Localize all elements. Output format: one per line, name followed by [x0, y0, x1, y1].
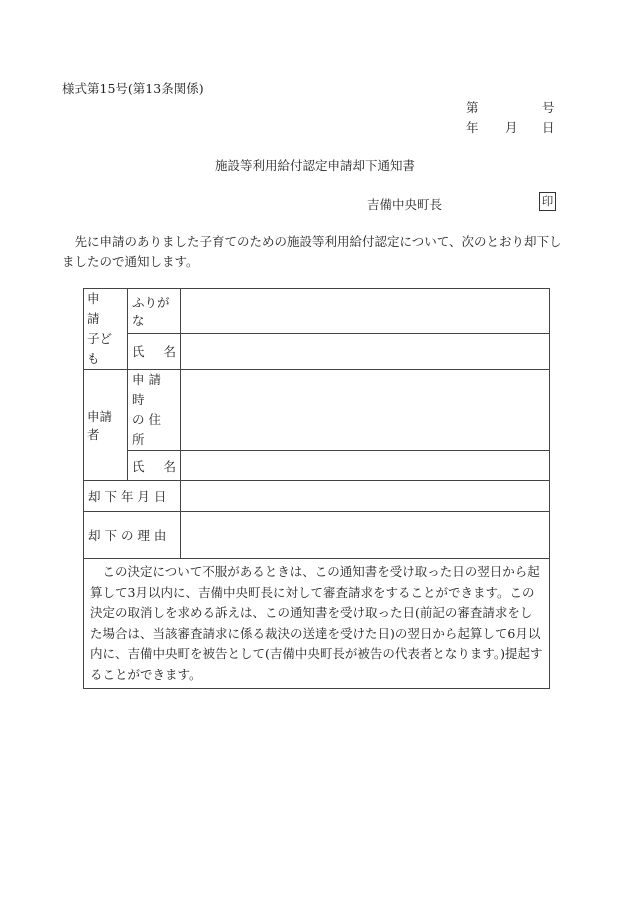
appeal-notice: この決定について不服があるときは、この通知書を受け取った日の翌日から起算して3月以内に、吉備中央町長に対して審査請求をすることができます。この決定の取消しを求める訴えは、この通知書を受け取った日(前記の審査請求をした場合は、当該審査請求に係る裁決の送達を受けた日)の翌日から起算して6月以内に、吉備中央町を被告として(吉備中央町長が被告の代表者となります。)提起することができます。 — [84, 559, 550, 689]
name-label-first: 氏 — [132, 458, 145, 474]
applicant-group-label: 申請者 — [84, 370, 128, 481]
doc-number-prefix: 第 — [466, 100, 479, 115]
rejection-date-label: 却 下 年 月 日 — [84, 481, 181, 512]
address-label-line1: 申 請 時 — [132, 372, 161, 407]
table-row — [84, 289, 550, 334]
name-label-first: 氏 — [132, 344, 145, 360]
date-year: 年 — [466, 120, 479, 135]
table-row — [84, 559, 550, 689]
intro-paragraph: 先に申請のありました子育てのための施設等利用給付認定について、次のとおり却下しましたので通知します。 — [62, 234, 562, 269]
applicant-address-field[interactable] — [181, 370, 550, 451]
name-label-last: 名 — [163, 458, 176, 474]
applicant-name-field[interactable] — [181, 451, 550, 481]
child-group-label-line1: 申 請 — [87, 291, 113, 326]
rejection-reason-field[interactable] — [181, 512, 550, 559]
rejection-reason-label: 却 下 の 理 由 — [84, 512, 181, 559]
child-group-label-line2: 子ども — [87, 331, 113, 366]
table-row — [84, 370, 550, 451]
issuer-name: 吉備中央町長 — [367, 197, 443, 212]
furigana-label: ふりがな — [128, 289, 181, 334]
date-day: 日 — [542, 120, 555, 135]
table-row — [84, 512, 550, 559]
seal-box: 印 — [539, 192, 556, 211]
applicant-name-label — [128, 451, 181, 481]
document-title: 施設等利用給付認定申請却下通知書 — [214, 158, 415, 173]
table-row — [84, 481, 550, 512]
address-label — [128, 370, 181, 451]
date-month: 月 — [505, 120, 518, 135]
child-name-field[interactable] — [181, 333, 550, 369]
name-label-last: 名 — [163, 344, 176, 360]
form-number: 様式第15号(第13条関係) — [62, 81, 204, 96]
table-row — [84, 451, 550, 481]
table-row — [84, 333, 550, 369]
rejection-date-field[interactable] — [181, 481, 550, 512]
doc-number-suffix: 号 — [542, 100, 555, 115]
child-furigana-field[interactable] — [181, 289, 550, 334]
form-table — [83, 288, 550, 689]
child-group-label — [84, 289, 128, 370]
child-name-label — [128, 333, 181, 369]
address-label-line2: の 住 所 — [132, 412, 161, 447]
